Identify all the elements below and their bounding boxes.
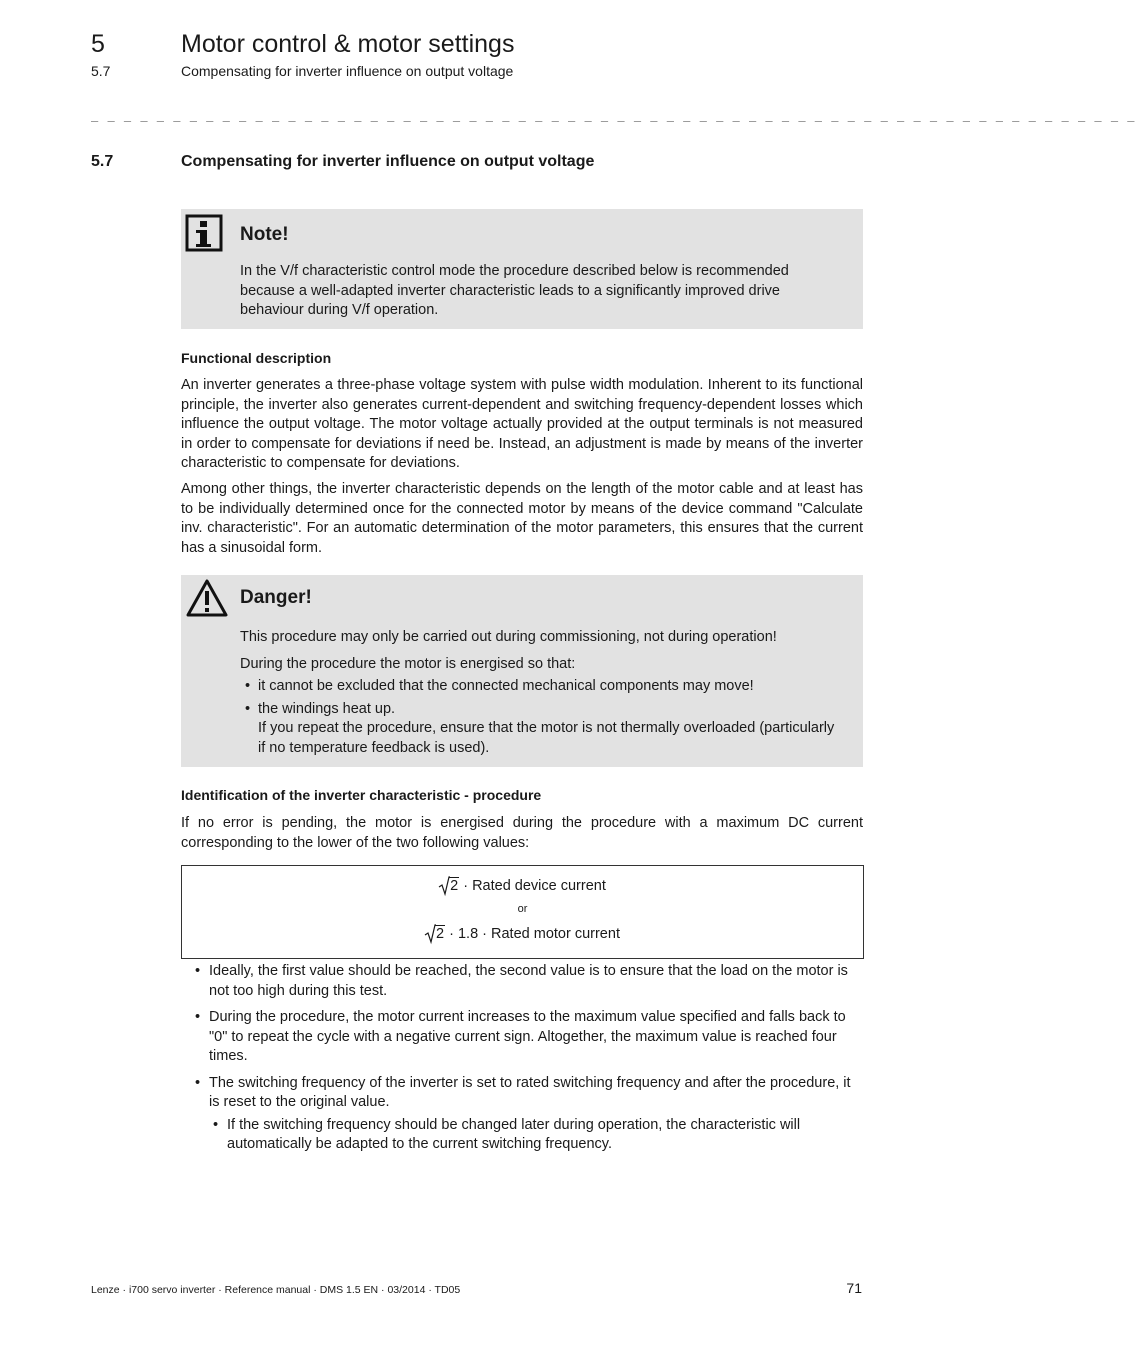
list-item: • During the procedure, the motor current increases to the maximum value specified and falls back to "0" to repeat the cycle with a negative current sign. Altogether, the maximum value is reached four times. [195, 1009, 846, 1064]
sqrt-sign-icon [425, 924, 436, 944]
sub-list-item: • If the switching frequency should be changed later during operation, the characteristic will automatically be adapted to the current switching frequency. [213, 1116, 801, 1152]
square-root: 2 [425, 926, 445, 942]
identification-heading: Identification of the inverter characteristic - procedure [181, 787, 542, 803]
sqrt-sign-icon [439, 876, 450, 896]
functional-heading: Functional description [181, 350, 332, 366]
note-box [181, 209, 863, 329]
danger-heading: Danger! [240, 587, 312, 608]
list-item: • it cannot be excluded that the connected mechanical components may move! [245, 678, 754, 694]
danger-list [240, 677, 845, 758]
identification-paragraph: If no error is pending, the motor is energised during the procedure with a maximum DC current corresponding to the lower of the two following values: [181, 815, 863, 851]
list-item: • Ideally, the first value should be reached, the second value is to ensure that the load on the motor is not too high during this test. [195, 963, 848, 999]
danger-line-2: During the procedure the motor is energised so that: [240, 656, 576, 672]
section-title: Compensating for inverter influence on output voltage [181, 153, 595, 170]
header-divider: _ _ _ _ _ _ _ _ _ _ _ _ _ _ _ _ _ _ _ _ _ _ _ _ _ _ _ _ _ _ _ _ _ _ _ _ _ _ _ _ _ _ _ _ _ _ _ _ _ _ _ _ _ _ _ _ _ _ _ _ _ _ _ _ [91, 108, 1136, 122]
functional-paragraph-2: Among other things, the inverter characteristic depends on the length of the motor cable and at least has to be individually determined once for the connected motor by means of the device command "Calculate inv. characteristic". For an automatic determination of the motor parameters, this ensures that the current has a sinusoidal form. [181, 481, 863, 556]
square-root: 2 [439, 878, 459, 894]
page-number: 71 [846, 1280, 862, 1296]
danger-followup-text: If you repeat the procedure, ensure that the motor is not thermally overloaded (particularly if no temperature feedback is used). [258, 720, 835, 756]
formula-line-2: 2 · 1.8 · Rated motor current [182, 926, 863, 942]
formula-or: or [517, 903, 528, 915]
chapter-number: 5 [91, 30, 105, 58]
footer-text: Lenze · i700 servo inverter · Reference manual · DMS 1.5 EN · 03/2014 · TD05 [91, 1284, 461, 1296]
danger-line-1: This procedure may only be carried out during commissioning, not during operation! [240, 629, 777, 645]
formula-box [181, 865, 864, 959]
section-number: 5.7 [91, 153, 114, 170]
note-heading: Note! [240, 224, 289, 245]
formula-line-1: 2 · Rated device current [182, 878, 863, 894]
list-item: • the windings heat up. [245, 700, 396, 717]
warning-triangle-icon [185, 578, 229, 623]
danger-box [181, 575, 863, 767]
info-icon [185, 214, 223, 257]
list-item: • The switching frequency of the inverter is set to rated switching frequency and after the procedure, it is reset to the original value. [195, 1074, 851, 1110]
note-text: In the V/f characteristic control mode the procedure described below is recommended because a well-adapted inverter characteristic leads to a significantly improved drive behaviour during V/f operation. [240, 263, 789, 318]
functional-paragraph-1: An inverter generates a three-phase voltage system with pulse width modulation. Inherent to its functional principle, the inverter also generates current-dependent and switching frequency-dependent losses which influence the output voltage. The motor voltage actually provided at the output terminals is not measured in order to compensate for deviations if need be. Instead, an adjustment is made by means of the inverter characteristic to compensate for deviations. [181, 377, 863, 471]
procedure-list [181, 962, 863, 1155]
chapter-title: Motor control & motor settings [181, 30, 515, 58]
header-section-title: Compensating for inverter influence on output voltage [181, 63, 514, 79]
header-section-number: 5.7 [91, 63, 111, 79]
